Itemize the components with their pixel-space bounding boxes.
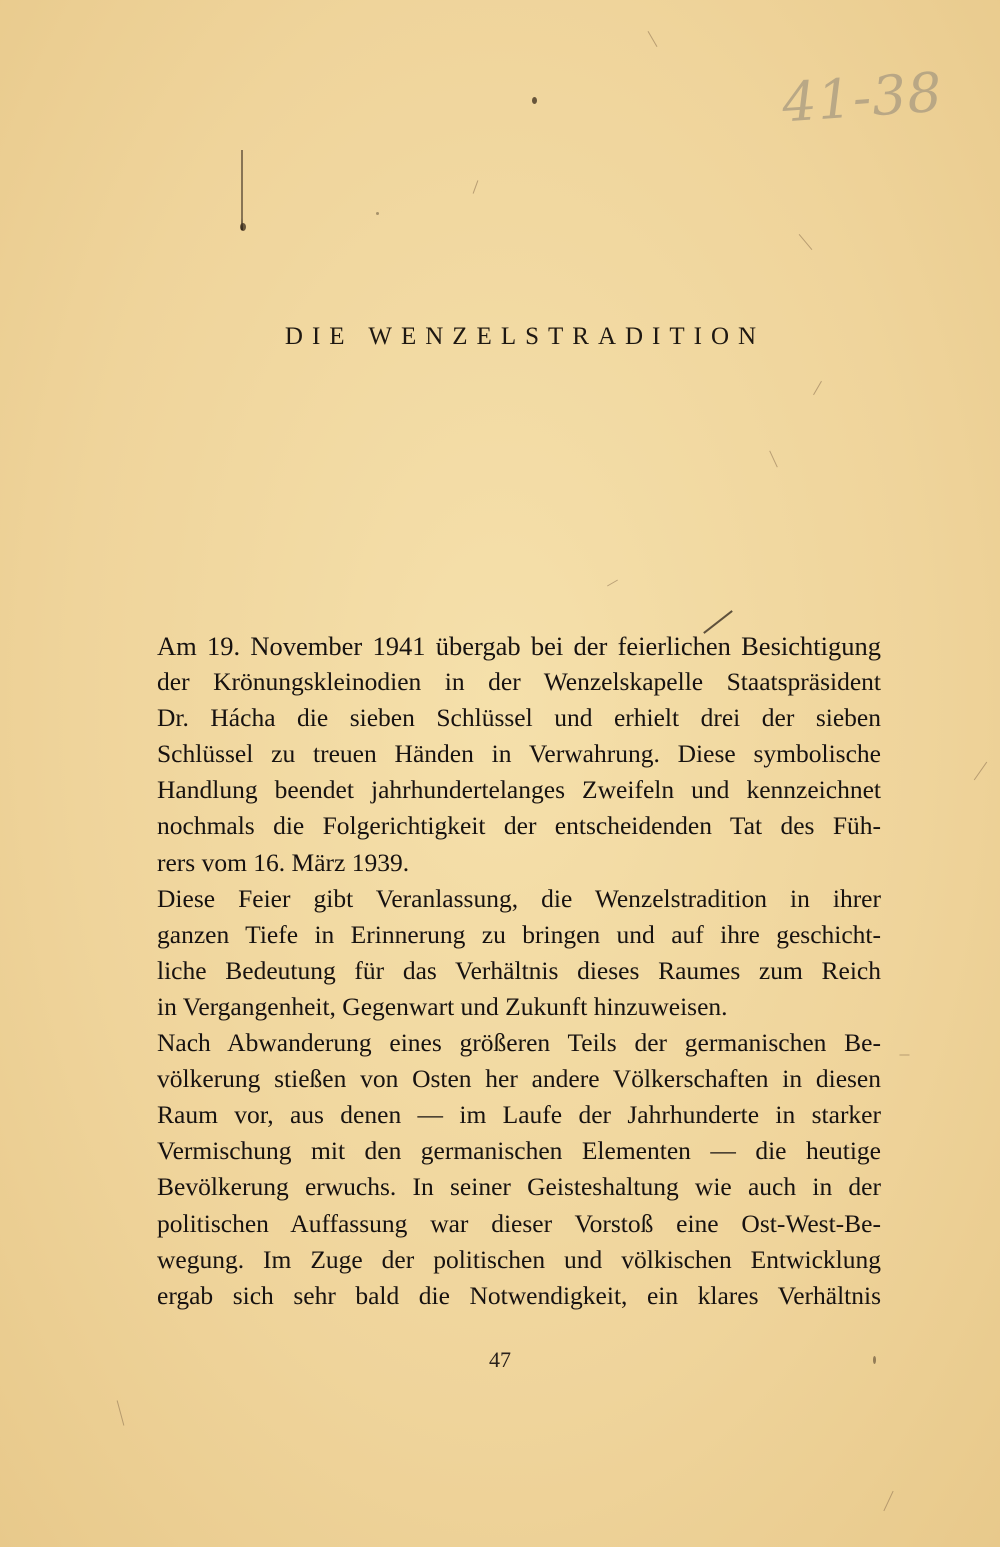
paper-fiber: [607, 580, 618, 587]
text-line: Bevölkerung erwuchs. In seiner Geisteshaltung wie auch in der: [157, 1172, 881, 1202]
text-line: Nach Abwanderung eines größeren Teils der germanischen Be-: [157, 1028, 881, 1058]
text-line: völkerung stießen von Osten her andere Völkerschaften in diesen: [157, 1064, 881, 1094]
paper-fiber: [813, 381, 822, 395]
margin-rule: [241, 150, 243, 230]
paper-fiber: [799, 234, 813, 250]
text-line: der Krönungskleinodien in der Wenzelskapelle Staatspräsident: [157, 667, 881, 697]
paper-fiber: [974, 762, 987, 781]
text-line: ganzen Tiefe in Erinnerung zu bringen und auf ihre geschicht-: [157, 919, 881, 949]
text-line: Schlüssel zu treuen Händen in Verwahrung. Diese symbolische: [157, 739, 881, 769]
paper-fiber: [648, 31, 658, 47]
text-line: ergab sich sehr bald die Notwendigkeit, ein klares Verhältnis: [157, 1280, 881, 1310]
paper-fiber: [117, 1400, 125, 1425]
paper-fiber: [883, 1491, 893, 1511]
page-number: 47: [489, 1347, 511, 1372]
paper-fiber: [473, 180, 479, 193]
ink-speck: [376, 212, 379, 215]
ink-speck: [532, 97, 537, 104]
paper-fiber: [769, 451, 778, 468]
text-line: rers vom 16. März 1939.: [157, 847, 410, 877]
handwritten-shelfmark: 41-38: [779, 60, 945, 135]
text-line: in Vergangenheit, Gegenwart und Zukunft hinzuweisen.: [157, 991, 728, 1021]
paper-fiber: [900, 1055, 910, 1056]
text-line: Vermischung mit den germanischen Elementen — die heutige: [157, 1136, 881, 1166]
text-line: Handlung beendet jahrhundertelanges Zweifeln und kennzeichnet: [157, 775, 881, 805]
text-line: Raum vor, aus denen — im Laufe der Jahrhunderte in starker: [157, 1100, 881, 1130]
text-line: Dr. Hácha die sieben Schlüssel und erhielt drei der sieben: [157, 703, 881, 733]
text-line: politischen Auffassung war dieser Vorstoß eine Ost-West-Be-: [157, 1208, 881, 1238]
text-line: Diese Feier gibt Veranlassung, die Wenzelstradition in ihrer: [157, 883, 881, 913]
text-line: wegung. Im Zuge der politischen und völkischen Entwicklung: [157, 1244, 881, 1274]
chapter-title: DIE WENZELSTRADITION: [284, 323, 766, 350]
text-line: liche Bedeutung für das Verhältnis dieses Raumes zum Reich: [157, 955, 881, 985]
body-text: [157, 628, 881, 1314]
text-line: nochmals die Folgerichtigkeit der entscheidenden Tat des Füh-: [157, 811, 881, 841]
text-line: Am 19. November 1941 übergab bei der feierlichen Besichtigung: [157, 631, 881, 661]
